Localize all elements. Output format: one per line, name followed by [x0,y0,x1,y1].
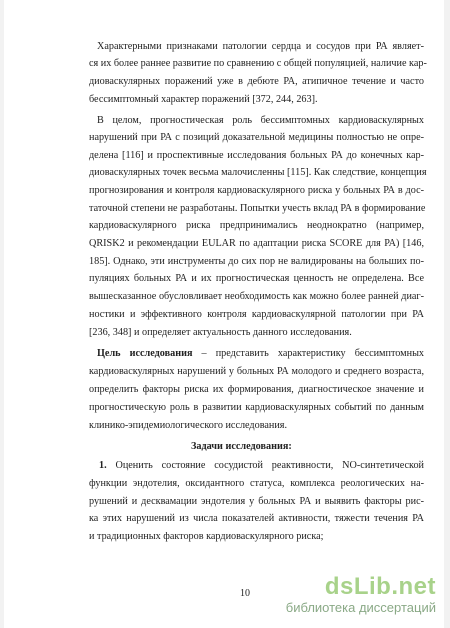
text-line: и традиционных факторов кардиоваскулярного риска; [89,531,324,542]
tasks-heading: Задачи исследования: [191,441,292,452]
task-1-line [99,460,424,472]
text-line: функции эндотелия, оксидантного статуса, комплекса реологических на- [89,478,424,489]
document-page [4,0,444,628]
watermark-subtitle: библиотека диссертаций [285,600,436,615]
text-line: кардиоваскулярных нарушений у больных РА молодого и среднего возраста, [89,366,424,377]
text-line: 185]. Однако, эти инструменты до сих пор не валидированы на больших по- [89,256,424,267]
task-1-text: Оценить состояние сосудистой реактивности, NO-синтетической [106,460,424,471]
text-line: Характерными признаками патологии сердца и сосудов при РА являет- [97,41,424,52]
text-line: прогнозирования и контроля кардиоваскулярного риска у больных РА в дос- [89,185,424,196]
text-line: бессимптомный характер поражений [372, 244, 263]. [89,94,318,105]
goal-label: Цель исследования [97,348,193,359]
text-line: диоваскулярных поражений уже в дебюте РА, атипичное течение и часто [89,76,424,87]
text-line: В целом, прогностическая роль бессимптомных кардиоваскулярных [97,115,424,126]
text-line: ся их более раннее развитие по сравнению с общей популяцией, наличие кар- [89,58,427,69]
text-line: клинико-эпидемиологического исследования. [89,420,288,431]
watermark [286,574,436,615]
text-line: рушений и десквамации эндотелия у больных РА и выявить факторы рис- [89,496,424,507]
text-line: кардиоваскулярного риска предпринимались неоднократно (например, [89,220,424,231]
text-line: ностики и эффективного контроля кардиоваскулярной патологии при РА [89,309,424,320]
page-number: 10 [240,588,250,599]
text-line: таточной степени не разработаны. Попытки учесть вклад РА в формирование [89,203,426,214]
text-line: диоваскулярных точек весьма малочисленны [115]. Как следствие, концепция [89,167,427,178]
text-line: QRISK2 и рекомендации EULAR по адаптации риска SCORE для РА) [146, [89,238,424,249]
text-line: нарушений при РА с позиций доказательной медицины полностью не опре- [89,132,424,143]
watermark-logo: dsLib.net [324,573,436,600]
text-line: вышесказанное обусловливает необходимость как можно более ранней диаг- [89,291,424,302]
task-1-number: 1. [99,460,107,471]
text-line: прогностическую роль в развитии кардиоваскулярных событий по данным [89,402,424,413]
text-line: пуляциях больных РА и их прогностическая ценность не определена. Все [89,273,424,284]
text-line: [236, 348] и определяет актуальность данного исследования. [89,327,352,338]
text-line: делена [116] и проспективные исследования больных РА до конечных кар- [89,150,424,161]
goal-line [89,348,424,360]
text-line: определить факторы риска их формирования, диагностическое значение и [89,384,424,395]
goal-text: – представить характеристику бессимптомных [192,348,425,359]
text-line: ка этих нарушений из числа показателей активности, тяжести течения РА [89,513,424,524]
